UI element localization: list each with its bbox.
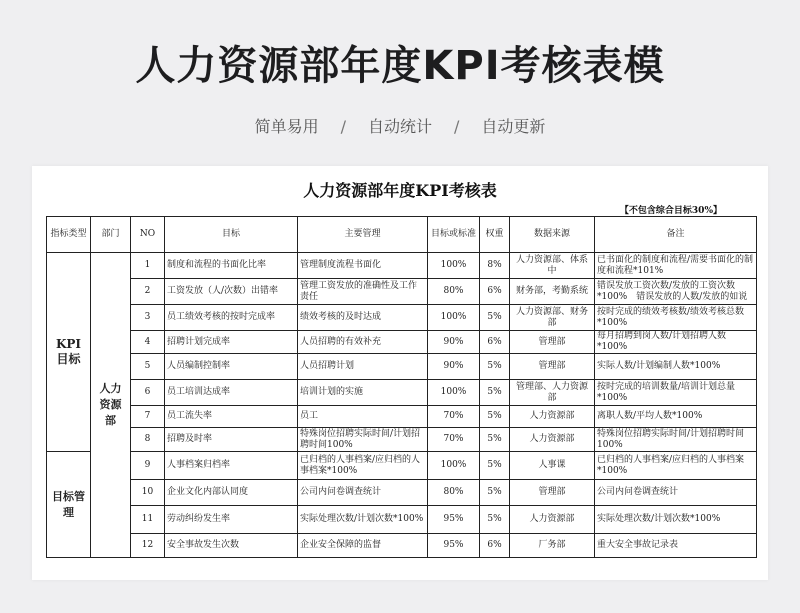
header-cell: NO — [131, 217, 165, 253]
remark-cell: 已书面化的制度和流程/需要书面化的制度和流程*101% — [595, 253, 757, 279]
target-cell: 制度和流程的书面化比率 — [165, 253, 298, 279]
source-cell: 管理部 — [510, 354, 595, 380]
source-cell: 人力资源部 — [510, 428, 595, 452]
source-cell: 管理部 — [510, 480, 595, 506]
no-cell: 2 — [131, 279, 165, 305]
standard-cell: 80% — [428, 279, 480, 305]
standard-cell: 95% — [428, 534, 480, 558]
source-cell: 人力资源部、财务部 — [510, 305, 595, 331]
weight-cell: 5% — [480, 428, 510, 452]
weight-cell: 6% — [480, 331, 510, 354]
weight-cell: 5% — [480, 354, 510, 380]
target-cell: 员工绩效考核的按时完成率 — [165, 305, 298, 331]
category-cell-kpi: KPI 目标 — [47, 253, 91, 452]
weight-cell: 6% — [480, 534, 510, 558]
table-row — [47, 480, 757, 506]
management-cell: 人员招聘的有效补充 — [298, 331, 428, 354]
table-row — [47, 331, 757, 354]
target-cell: 人事档案归档率 — [165, 452, 298, 480]
target-cell: 安全事故发生次数 — [165, 534, 298, 558]
category-cell-goal — [47, 452, 91, 558]
remark-cell: 公司内问卷调查统计 — [595, 480, 757, 506]
remark-cell: 实际人数/计划编制人数*100% — [595, 354, 757, 380]
no-cell: 10 — [131, 480, 165, 506]
standard-cell: 100% — [428, 452, 480, 480]
target-cell: 劳动纠纷发生率 — [165, 506, 298, 534]
tag-auto-stat: 自动统计 — [367, 117, 432, 136]
source-cell: 人事课 — [510, 452, 595, 480]
no-cell: 6 — [131, 380, 165, 406]
weight-cell: 6% — [480, 279, 510, 305]
remark-cell: 已归档的人事档案/应归档的人事档案*100% — [595, 452, 757, 480]
standard-cell: 100% — [428, 305, 480, 331]
remark-cell: 按时完成的培训数量/培训计划总量*100% — [595, 380, 757, 406]
weight-cell: 5% — [480, 406, 510, 428]
management-cell: 已归档的人事档案/应归档的人事档案*100% — [298, 452, 428, 480]
header-row — [47, 217, 757, 253]
table-row — [47, 428, 757, 452]
weight-cell: 8% — [480, 253, 510, 279]
no-cell: 1 — [131, 253, 165, 279]
weight-cell: 5% — [480, 305, 510, 331]
table-row — [47, 279, 757, 305]
remark-cell: 错误发放工资次数/发放的工资次数*100% 错误发放的人数/发放的如说 — [595, 279, 757, 305]
standard-cell: 70% — [428, 428, 480, 452]
no-cell: 9 — [131, 452, 165, 480]
management-cell: 实际处理次数/计划次数*100% — [298, 506, 428, 534]
weight-cell: 5% — [480, 380, 510, 406]
table-row — [47, 506, 757, 534]
standard-cell: 80% — [428, 480, 480, 506]
header-cell: 目标或标准 — [428, 217, 480, 253]
management-cell: 公司内问卷调查统计 — [298, 480, 428, 506]
no-cell: 4 — [131, 331, 165, 354]
category-label: 目标管理 — [52, 489, 85, 519]
tag-auto-update: 自动更新 — [481, 117, 546, 136]
header-cell: 部门 — [91, 217, 131, 253]
management-cell: 绩效考核的及时达成 — [298, 305, 428, 331]
target-cell: 招聘计划完成率 — [165, 331, 298, 354]
tag-separator: / — [340, 117, 346, 136]
table-row — [47, 406, 757, 428]
spreadsheet-preview — [32, 166, 768, 580]
standard-cell: 95% — [428, 506, 480, 534]
standard-cell: 90% — [428, 331, 480, 354]
remark-cell: 按时完成的绩效考核数/绩效考核总数*100% — [595, 305, 757, 331]
standard-cell: 100% — [428, 380, 480, 406]
remark-cell: 每月招聘到岗人数/计划招聘人数*100% — [595, 331, 757, 354]
remark-cell: 特殊岗位招聘实际时间/计划招聘时间100% — [595, 428, 757, 452]
table-row — [47, 452, 757, 480]
table-row — [47, 380, 757, 406]
target-cell: 工资发放（人/次数）出错率 — [165, 279, 298, 305]
no-cell: 12 — [131, 534, 165, 558]
weight-cell: 5% — [480, 506, 510, 534]
no-cell: 3 — [131, 305, 165, 331]
weight-cell: 5% — [480, 480, 510, 506]
source-cell: 人力资源部 — [510, 406, 595, 428]
target-cell: 员工流失率 — [165, 406, 298, 428]
management-cell: 管理工资发放的准确性及工作责任 — [298, 279, 428, 305]
tag-easy: 简单易用 — [254, 117, 319, 136]
management-cell: 特殊岗位招聘实际时间/计划招聘时间100% — [298, 428, 428, 452]
department-cell — [91, 253, 131, 558]
tag-separator: / — [454, 117, 460, 136]
document-note: 【不包含综合目标30%】 — [619, 206, 722, 216]
table-row — [47, 534, 757, 558]
management-cell: 员工 — [298, 406, 428, 428]
source-cell: 管理部 — [510, 331, 595, 354]
target-cell: 企业文化内部认同度 — [165, 480, 298, 506]
document-title: 人力资源部年度KPI考核表 — [303, 181, 497, 200]
no-cell: 7 — [131, 406, 165, 428]
target-cell: 招聘及时率 — [165, 428, 298, 452]
source-cell: 人力资源部 — [510, 506, 595, 534]
weight-cell: 5% — [480, 452, 510, 480]
table-row — [47, 354, 757, 380]
remark-cell: 离职人数/平均人数*100% — [595, 406, 757, 428]
target-cell: 人员编制控制率 — [165, 354, 298, 380]
management-cell: 人员招聘计划 — [298, 354, 428, 380]
remark-cell: 重大安全事故记录表 — [595, 534, 757, 558]
no-cell: 11 — [131, 506, 165, 534]
header-cell: 目标 — [165, 217, 298, 253]
standard-cell: 70% — [428, 406, 480, 428]
source-cell: 管理部、人力资源部 — [510, 380, 595, 406]
header-cell: 权重 — [480, 217, 510, 253]
management-cell: 培训计划的实施 — [298, 380, 428, 406]
header-cell: 主要管理 — [298, 217, 428, 253]
no-cell: 8 — [131, 428, 165, 452]
table-row — [47, 305, 757, 331]
table-row — [47, 253, 757, 279]
hero-title: 人力资源部年度KPI考核表模 — [135, 43, 665, 89]
tagline — [0, 114, 800, 137]
kpi-table — [46, 216, 757, 558]
department-label: 人力资源部 — [99, 382, 122, 427]
standard-cell: 90% — [428, 354, 480, 380]
standard-cell: 100% — [428, 253, 480, 279]
management-cell: 企业安全保障的监督 — [298, 534, 428, 558]
header-cell: 数据来源 — [510, 217, 595, 253]
source-cell: 厂务部 — [510, 534, 595, 558]
remark-cell: 实际处理次数/计划次数*100% — [595, 506, 757, 534]
source-cell: 财务部，考勤系统 — [510, 279, 595, 305]
header-cell: 指标类型 — [47, 217, 91, 253]
source-cell: 人力资源部、体系中 — [510, 253, 595, 279]
no-cell: 5 — [131, 354, 165, 380]
header-cell: 备注 — [595, 217, 757, 253]
target-cell: 员工培训达成率 — [165, 380, 298, 406]
management-cell: 管理制度流程书面化 — [298, 253, 428, 279]
